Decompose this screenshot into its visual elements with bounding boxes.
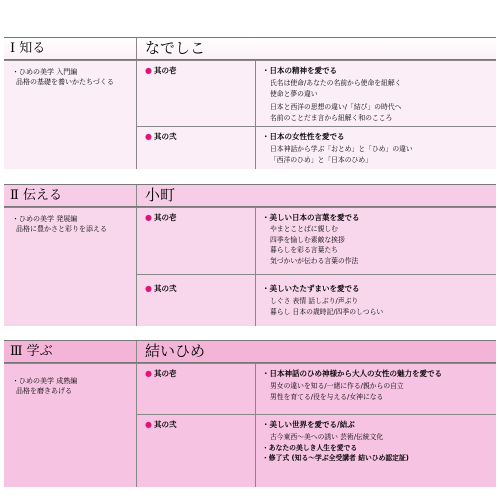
- lesson-heading: ・日本神話のひめ神様から大人の女性の魅力を愛でる: [262, 369, 442, 378]
- section-shiru: [4, 37, 496, 169]
- lesson-body: [255, 208, 496, 274]
- section-title: Ⅲ 学ぶ: [10, 344, 53, 359]
- description-line: ・ひめの美学 入門編: [12, 68, 78, 76]
- section-title: Ⅰ 知る: [10, 41, 46, 56]
- lesson-line: 四季を愉しむ素敵な挨拶: [270, 235, 345, 244]
- lesson-heading: ・美しいたたずまいを愛でる: [262, 284, 360, 293]
- lesson-row: [137, 364, 496, 414]
- lesson-label: ● 其の壱: [145, 213, 177, 222]
- sub-lessons: [136, 208, 496, 326]
- course-name: 小町: [136, 185, 496, 206]
- description-line: ・ひめの美学 成熟編: [12, 377, 78, 385]
- section-header: [4, 184, 496, 207]
- course-description: [4, 364, 136, 487]
- lesson-line: 暮らしを彩る言葉たち: [270, 246, 338, 254]
- lesson-line: 氏名は使命/あなたの名前から使命を紐解く: [270, 79, 402, 87]
- bullet-icon: ●: [145, 66, 152, 75]
- lesson-line: 古今東西～美への誘い 芸術/伝統文化: [270, 433, 384, 441]
- description-line: ・ひめの美学 発展編: [12, 215, 78, 223]
- section-header: [4, 37, 496, 60]
- lesson-heading: ・日本の精神を愛でる: [262, 66, 337, 75]
- section-manabu: [4, 340, 496, 487]
- lesson-body: [255, 364, 496, 414]
- lesson-heading: ・日本の女性性を愛でる: [262, 132, 345, 141]
- lesson-line: ・あなたの美しき人生を愛でる: [262, 443, 358, 452]
- section-row: [4, 207, 496, 326]
- lesson-heading: ・美しい日本の言葉を愛でる: [262, 213, 360, 222]
- sub-lessons: [136, 364, 496, 487]
- description-line: 品格に豊かさと彩りを添える: [16, 225, 107, 233]
- lesson-row: [137, 61, 496, 126]
- description-line: 品格を磨きあげる: [16, 387, 72, 395]
- lesson-line: 使命と夢の違い: [270, 89, 318, 98]
- lesson-line: 男性を育てる/役を与える/女神になる: [270, 392, 384, 401]
- course-name: なでしこ: [136, 38, 496, 59]
- lesson-row: [137, 126, 496, 169]
- lesson-label: ● 其の弐: [145, 420, 177, 429]
- course-description: [4, 61, 136, 169]
- section-row: [4, 60, 496, 169]
- course-name: 結いひめ: [136, 341, 496, 362]
- lesson-body: [255, 275, 496, 326]
- section-tsutaeru: [4, 184, 496, 326]
- lesson-line: 暮らし 日本の歳時記/四季のしつらい: [270, 307, 384, 316]
- lesson-body: [255, 61, 496, 126]
- course-description: [4, 208, 136, 326]
- section-header: [4, 340, 496, 363]
- lesson-line: やまとことばに親しむ: [270, 225, 338, 233]
- lesson-heading: ・美しい世界を愛でる/結ぶ: [262, 420, 355, 429]
- lesson-line: 気づかいが伝わる言葉の作法: [270, 256, 359, 265]
- lesson-label: ● 其の弐: [145, 132, 177, 141]
- description-line: 品格の基礎を養いかたちづくる: [16, 78, 114, 86]
- bullet-icon: ●: [145, 420, 152, 429]
- lesson-line: 「西洋のひめ」と「日本のひめ」: [270, 155, 372, 164]
- lesson-body: [255, 127, 496, 169]
- lesson-line: ・修了式 (知る～学ぶ全受講者 結いひめ認定証): [262, 454, 409, 462]
- lesson-row: [137, 274, 496, 326]
- bullet-icon: ●: [145, 132, 152, 141]
- lesson-label: ● 其の弐: [145, 284, 177, 293]
- lesson-label: ● 其の壱: [145, 66, 177, 75]
- section-title: Ⅱ 伝える: [10, 188, 62, 203]
- sub-lessons: [136, 61, 496, 169]
- lesson-row: [137, 208, 496, 274]
- lesson-body: [255, 415, 496, 487]
- bullet-icon: ●: [145, 369, 152, 378]
- lesson-line: 男女の違いを知る/一緒に作る/親からの自立: [270, 382, 404, 390]
- section-row: [4, 363, 496, 487]
- lesson-line: 日本神話から学ぶ「おとめ」と「ひめ」の違い: [270, 145, 413, 153]
- bullet-icon: ●: [145, 213, 152, 222]
- lesson-line: しぐさ 表情 話しぶり/声ぶり: [270, 297, 359, 305]
- lesson-label: ● 其の壱: [145, 369, 177, 378]
- lesson-line: 名前のことだま言から紐解く和のこころ: [270, 113, 393, 122]
- bullet-icon: ●: [145, 284, 152, 293]
- lesson-line: 日本と西洋の思想の違い/「結び」の時代へ: [270, 103, 402, 111]
- lesson-row: [137, 414, 496, 487]
